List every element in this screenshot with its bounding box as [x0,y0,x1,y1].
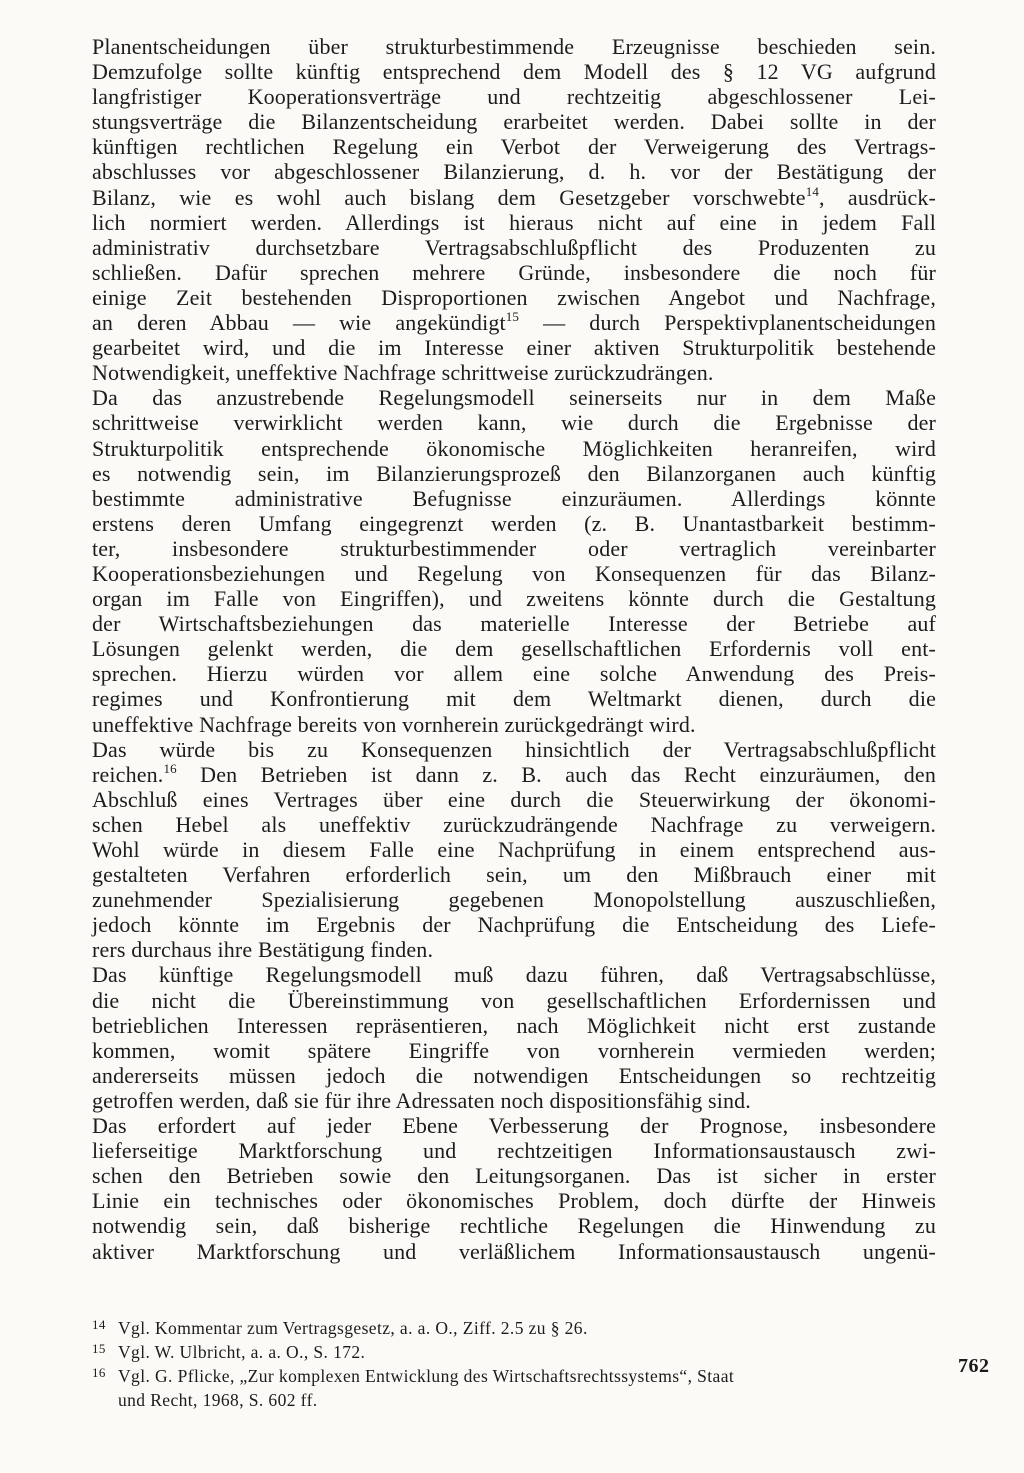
paragraph-2 [92,385,936,736]
text-line: Da das anzustrebende Regelungsmodell seinerseits nur in dem Maße [92,385,936,411]
text-segment: an deren Abbau — wie angekündigt [92,310,506,336]
page-number: 762 [958,1355,990,1377]
footnote-16-continuation: und Recht, 1968, S. 602 ff. [118,1390,318,1410]
text-line: aktiver Marktforschung und verläßlichem Informationsaustausch ungenü- [92,1238,936,1264]
text-line: Das künftige Regelungsmodell muß dazu führen, daß Vertragsabschlüsse, [92,962,936,988]
text-line: Kooperationsbeziehungen und Regelung von Konsequenzen für das Bilanz- [92,560,936,586]
body-text [92,34,936,1264]
text-line: schließen. Dafür sprechen mehrere Gründe, insbesondere die noch für [92,259,936,285]
paragraph-5 [92,1113,936,1264]
text-line: erstens deren Umfang eingegrenzt werden (z. B. Unantastbarkeit bestimm- [92,510,936,536]
text-line: Wohl würde in diesem Falle eine Nachprüfung in einem entsprechend aus- [92,837,936,862]
text-line: uneffektive Nachfrage bereits von vornherein zurückgedrängt wird. [92,711,696,737]
text-line: es notwendig sein, im Bilanzierungsprozeß den Bilanzorganen auch künftig [92,460,936,486]
text-segment: , ausdrück- [819,184,936,210]
text-line: Planentscheidungen über strukturbestimmende Erzeugnisse beschieden sein. [92,34,936,59]
text-line: der Wirtschaftsbeziehungen das materielle Interesse der Betriebe auf [92,611,936,637]
footnote-text: Vgl. W. Ulbricht, a. a. O., S. 172. [118,1342,366,1362]
text-line: sprechen. Hierzu würden vor allem eine solche Anwendung des Preis- [92,661,936,687]
text-segment: reichen. [92,761,164,787]
text-line: Notwendigkeit, uneffektive Nachfrage schrittweise zurückzudrängen. [92,360,714,386]
text-line: Abschluß eines Vertrages über eine durch die Steuerwirkung der ökonomi- [92,786,936,812]
text-line: einige Zeit bestehenden Disproportionen zwischen Angebot und Nachfrage, [92,284,936,310]
footnote-text: Vgl. G. Pflicke, „Zur komplexen Entwicklung des Wirtschaftsrechtssystems“, Staat [118,1366,735,1386]
text-line [92,310,936,335]
footnote-text: Vgl. Kommentar zum Vertragsgesetz, a. a. O., Ziff. 2.5 zu § 26. [118,1318,588,1338]
footnote-14: 14 Vgl. Kommentar zum Vertragsgesetz, a. a. O., Ziff. 2.5 zu § 26. [92,1317,588,1338]
text-line: kommen, womit spätere Eingriffe von vornherein vermieden werden; [92,1037,936,1063]
footnote-ref-16[interactable]: 16 [163,760,177,776]
text-line: ter, insbesondere strukturbestimmender oder vertraglich vereinbarter [92,535,936,561]
text-line: administrativ durchsetzbare Vertragsabschlußpflicht des Produzenten zu [92,234,936,260]
text-line: schen den Betrieben sowie den Leitungsorganen. Das ist sicher in erster [92,1163,936,1189]
footnote-ref-15[interactable]: 15 [505,309,520,325]
text-line: stungsverträge die Bilanzentscheidung erarbeitet werden. Dabei sollte in der [92,109,936,135]
text-segment: Bilanz, wie es wohl auch bislang dem Gesetzgeber vorschwebte [92,184,806,210]
paragraph-4 [92,962,936,1113]
text-line: lieferseitige Marktforschung und rechtzeitigen Informationsaustausch zwi- [92,1138,936,1164]
text-line: organ im Falle von Eingriffen), und zweitens könnte durch die Gestaltung [92,586,936,612]
text-line: regimes und Konfrontierung mit dem Weltmarkt dienen, durch die [92,686,936,712]
text-line: betrieblichen Interessen repräsentieren, nach Möglichkeit nicht erst zustande [92,1012,936,1038]
text-segment: — durch Perspektivplanentscheidungen [519,310,936,336]
text-line: jedoch könnte im Ergebnis der Nachprüfung die Entscheidung des Liefe- [92,912,936,938]
text-line: lich normiert werden. Allerdings ist hieraus nicht auf eine in jedem Fall [92,209,936,235]
footnote-15: 15 Vgl. W. Ulbricht, a. a. O., S. 172. [92,1341,366,1362]
paragraph-3 [92,737,936,963]
text-line: getroffen werden, daß sie für ihre Adressaten noch dispositionsfähig sind. [92,1087,751,1113]
text-line: zunehmender Spezialisierung gegebenen Monopolstellung auszuschließen, [92,887,936,913]
text-line: die nicht die Übereinstimmung von gesellschaftlichen Erfordernissen und [92,987,936,1013]
text-line: künftigen rechtlichen Regelung ein Verbot der Verweigerung des Vertrags- [92,134,936,160]
text-line: rers durchaus ihre Bestätigung finden. [92,937,434,963]
text-line: schrittweise verwirklicht werden kann, wie durch die Ergebnisse der [92,410,936,436]
footnote-16: 16 Vgl. G. Pflicke, „Zur komplexen Entwicklung des Wirtschaftsrechtssystems“, Staat [92,1365,735,1386]
text-line: Lösungen gelenkt werden, die dem gesellschaftlichen Erfordernis voll ent- [92,636,936,662]
text-line: gearbeitet wird, und die im Interesse einer aktiven Strukturpolitik bestehende [92,335,936,361]
text-segment: Den Betrieben ist dann z. B. auch das Recht einzuräumen, den [176,761,936,787]
footnotes [92,1316,936,1412]
text-line: Linie ein technisches oder ökonomisches Problem, doch dürfte der Hinweis [92,1188,936,1214]
text-line: abschlusses vor abgeschlossener Bilanzierung, d. h. vor der Bestätigung der [92,159,936,185]
footnote-ref-14[interactable]: 14 [805,183,819,199]
text-line: andererseits müssen jedoch die notwendigen Entscheidungen so rechtzeitig [92,1062,936,1088]
text-line: notwendig sein, daß bisherige rechtliche Regelungen die Hinwendung zu [92,1213,936,1239]
text-line: gestalteten Verfahren erforderlich sein, um den Mißbrauch einer mit [92,862,936,888]
text-line: Das erfordert auf jeder Ebene Verbesserung der Prognose, insbesondere [92,1113,936,1139]
text-line: Strukturpolitik entsprechende ökonomische Möglichkeiten heranreifen, wird [92,435,936,461]
paragraph-1 [92,34,936,385]
text-line: Das würde bis zu Konsequenzen hinsichtlich der Vertragsabschlußpflicht [92,736,936,762]
text-line: langfristiger Kooperationsverträge und rechtzeitig abgeschlossener Lei- [92,84,936,110]
text-line: bestimmte administrative Befugnisse einzuräumen. Allerdings könnte [92,485,936,511]
text-line: Demzufolge sollte künftig entsprechend dem Modell des § 12 VG aufgrund [92,59,936,85]
text-line [92,762,936,787]
text-line [92,185,936,210]
text-line: schen Hebel als uneffektiv zurückzudrängende Nachfrage zu verweigern. [92,811,936,837]
